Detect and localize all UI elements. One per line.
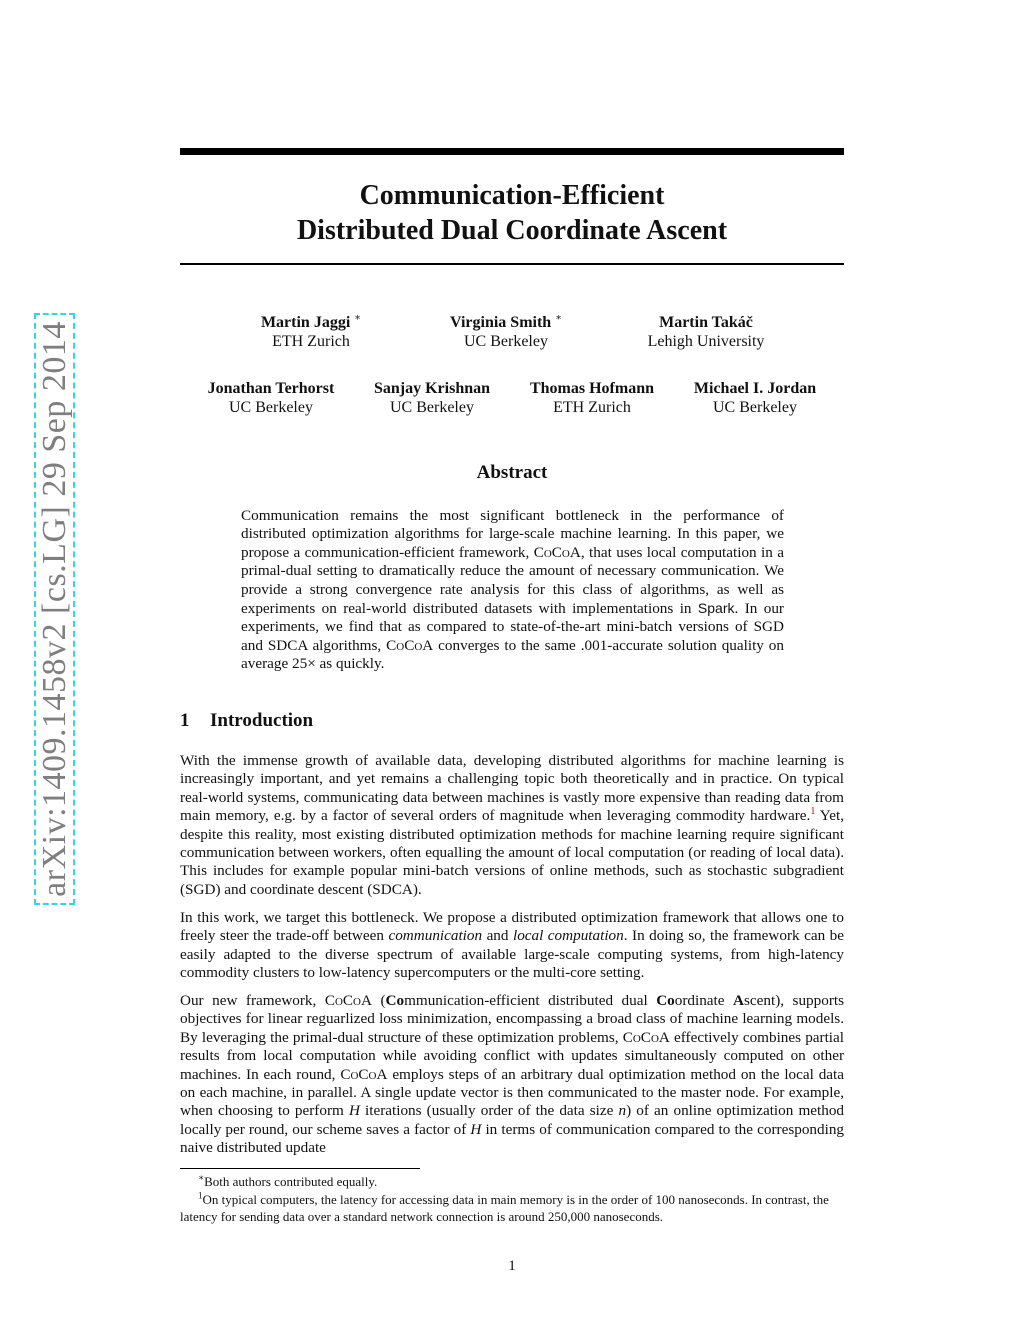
author-block	[231, 313, 391, 351]
abstract-heading: Abstract	[476, 462, 548, 483]
author-affiliation: UC Berkeley	[390, 399, 474, 416]
cocoa-name: CoCoA	[533, 543, 581, 561]
title-rule-top	[180, 148, 844, 155]
section-heading	[180, 710, 313, 732]
author-mark: ∗	[555, 312, 562, 324]
author-block	[675, 379, 835, 417]
author-affiliation: ETH Zurich	[553, 399, 631, 416]
author-block	[426, 313, 586, 351]
author-affiliation: Lehigh University	[647, 333, 765, 350]
section-title: Introduction	[210, 710, 314, 731]
footnote-mark: 1	[198, 1190, 203, 1201]
author-affiliation: UC Berkeley	[713, 399, 797, 416]
footnote-rule	[180, 1168, 420, 1169]
intro-paragraph-2: In this work, we target this bottleneck. We propose a distributed optimization framework that allows one to freely steer the trade-off between communication and local computation. In doing so, the framework can be easily adapted to the diverse spectrum of available large-scale computing systems, from high-latency commodity clusters to low-latency supercomputers or the multi-core setting.	[180, 909, 844, 982]
spark-name: Spark	[697, 600, 735, 617]
title-line-1: Communication-Efficient	[359, 180, 665, 211]
footnote-1: ∗Both authors contributed equally.	[198, 1172, 378, 1189]
footnote-mark: ∗	[198, 1172, 205, 1183]
author-name: Sanjay Krishnan	[373, 380, 491, 397]
author-name: Thomas Hofmann	[529, 380, 655, 397]
author-affiliation: UC Berkeley	[229, 399, 313, 416]
author-block	[512, 379, 672, 417]
author-affiliation: ETH Zurich	[272, 333, 350, 350]
author-affiliation: UC Berkeley	[464, 333, 548, 350]
author-mark: ∗	[354, 312, 362, 324]
page-number: 1	[508, 1258, 516, 1274]
author-name: Jonathan Terhorst	[207, 380, 335, 397]
author-name: Martin Takáč	[659, 314, 753, 331]
author-block	[352, 379, 512, 417]
author-name: Martin Jaggi	[260, 314, 351, 331]
author-block	[191, 379, 351, 417]
arxiv-stamp: arXiv:1409.1458v2 [cs.LG] 29 Sep 2014	[33, 159, 77, 1059]
footnote-ref[interactable]: 1	[810, 806, 816, 818]
author-block	[626, 313, 786, 351]
author-name: Michael I. Jordan	[693, 380, 817, 397]
footnote-2: $^1$On typical computers, the latency for accessing data in main memory is in the order of 100 nanoseconds. In contrast, the latency for sending data over a standard network connection is around 250,000 nanoseconds.	[180, 1190, 829, 1224]
abstract-body: Communication remains the most significant bottleneck in the performance of distributed optimization algorithms for large-scale machine learning. In this paper, we propose a communication-efficient framework, CoCoA, that uses local computation in a primal-dual setting to dramatically reduce the amount of necessary communication. We provide a strong convergence rate analysis for this class of algorithms, as well as experiments on real-world distributed datasets with implementations in Spark. In our experiments, we find that as compared to state-of-the-art mini-batch versions of SGD and SDCA algorithms, CoCoA converges to the same .001-accurate solution quality on average 25× as quickly.	[241, 507, 784, 673]
intro-paragraph-3: Our new framework, CoCoA (Communication-efficient distributed dual Coordinate Ascent), supports objectives for linear reguarlized loss minimization, encompassing a broad class of machine learning models. By leveraging the primal-dual structure of these optimization problems, CoCoA effectively combines partial results from local computation while avoiding conflict with updates simultaneously computed on other machines. In each round, CoCoA employs steps of an arbitrary dual optimization method on the local data on each machine, in parallel. A single update vector is then communicated to the master node. For example, when choosing to perform H iterations (usually order of the data size n) of an online optimization method locally per round, our scheme saves a factor of H in terms of communication compared to the corresponding naive distributed update	[180, 992, 845, 1157]
title-line-2: Distributed Dual Coordinate Ascent	[296, 215, 728, 246]
title-rule-bottom	[180, 263, 844, 265]
author-name: Virginia Smith	[450, 314, 552, 331]
intro-paragraph-1: With the immense growth of available data, developing distributed algorithms for machine learning is increasingly important, and yet remains a challenging topic both theoretically and in practice. On typical real-world systems, communicating data between machines is vastly more expensive than reading data from main memory, e.g. by a factor of several orders of magnitude when leveraging commodity hardware.$^1$ Yet, despite this reality, most existing distributed optimization methods for machine learning require significant communication between workers, often equalling the amount of local computation (or reading of local data). This includes for example popular mini-batch versions of online methods, such as stochastic subgradient (SGD) and coordinate descent (SDCA).	[180, 752, 844, 898]
paper-title	[180, 178, 844, 248]
section-number: 1	[180, 710, 190, 731]
